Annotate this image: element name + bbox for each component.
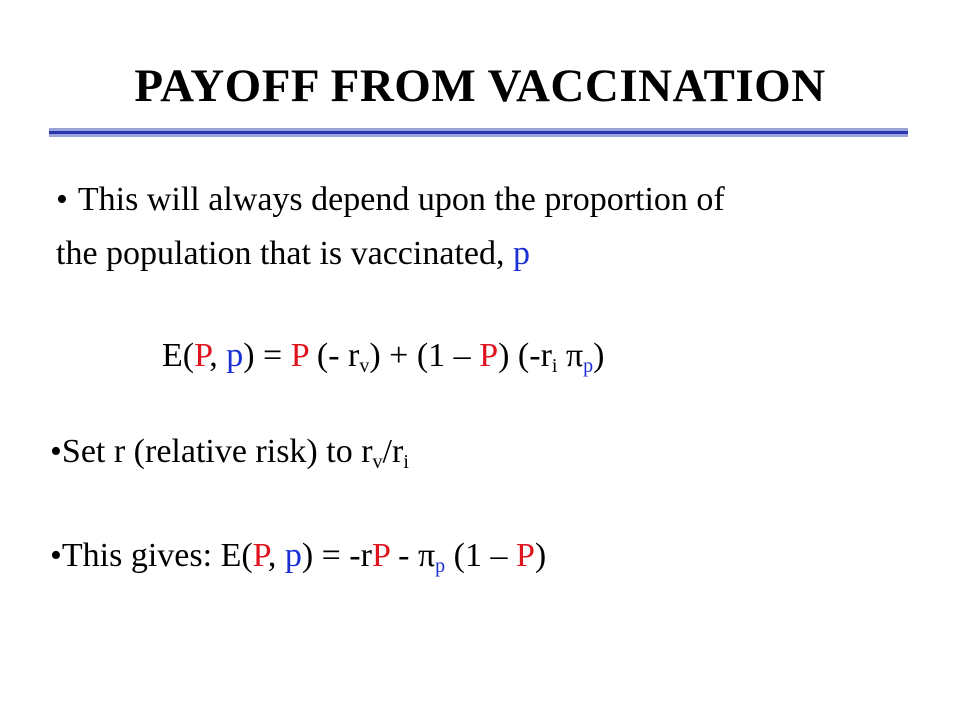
bullet-1-text: This will always depend upon the proportion of xyxy=(77,181,725,218)
eq-text: π xyxy=(557,337,584,374)
bullet-2 xyxy=(50,432,409,472)
variable-P: P xyxy=(479,337,499,374)
subscript-v: v xyxy=(372,451,383,473)
variable-P: P xyxy=(194,337,210,374)
eq-text: E( xyxy=(162,337,195,374)
bullet-2-text: Set r (relative risk) to r xyxy=(61,433,373,470)
eq-text: ) = xyxy=(243,337,291,374)
bullet-3-lead: This gives: E( xyxy=(61,537,253,574)
bullet-2-slash: /r xyxy=(382,433,404,470)
eq-text: - π xyxy=(389,537,436,574)
eq-text: ) xyxy=(534,537,547,574)
variable-P: P xyxy=(371,537,390,574)
eq-text: ) (-r xyxy=(498,337,552,374)
subscript-i: i xyxy=(551,355,558,377)
subscript-p: p xyxy=(435,555,446,577)
bullet-marker: • xyxy=(50,537,62,574)
variable-P: P xyxy=(252,537,268,574)
variable-P: P xyxy=(515,537,535,574)
eq-text: ) xyxy=(593,337,605,374)
bullet-3 xyxy=(50,536,546,576)
bullet-1-line-2 xyxy=(56,234,530,274)
eq-text: , xyxy=(267,537,285,574)
bullet-1-line-1 xyxy=(56,180,725,220)
eq-text: ) + (1 – xyxy=(369,337,480,374)
bullet-1-continuation: the population that is vaccinated, xyxy=(56,235,505,272)
subscript-p: p xyxy=(583,355,594,377)
title-underline-bottom xyxy=(49,134,908,137)
subscript-v: v xyxy=(359,355,370,377)
slide-title: PAYOFF FROM VACCINATION xyxy=(134,60,826,112)
eq-text: (1 – xyxy=(445,537,516,574)
subscript-i: i xyxy=(403,451,409,473)
variable-P: P xyxy=(290,337,309,374)
bullet-marker: • xyxy=(56,181,68,218)
variable-p: p xyxy=(512,235,530,272)
eq-text: , xyxy=(209,337,227,374)
eq-text: ) = -r xyxy=(301,537,372,574)
variable-p: p xyxy=(226,337,244,374)
bullet-marker: • xyxy=(50,433,62,470)
payoff-equation xyxy=(162,336,604,376)
eq-text: (- r xyxy=(308,337,360,374)
variable-p: p xyxy=(284,537,302,574)
